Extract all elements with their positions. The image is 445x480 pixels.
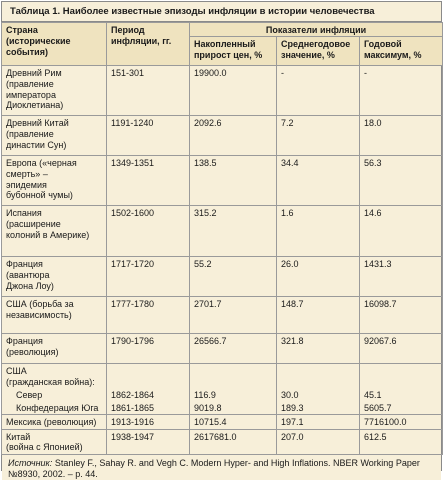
cell-average: 148.7 xyxy=(277,297,360,334)
cell-country: Древний Рим (правление императора Диоклетиана) xyxy=(2,66,107,116)
table-row xyxy=(2,414,443,429)
table-row-usa-north xyxy=(2,388,443,401)
cell-cumulative: 315.2 xyxy=(190,206,277,257)
cell-cumulative: 9019.8 xyxy=(190,401,277,414)
cell-max: 56.3 xyxy=(360,156,443,206)
cell-period: 1913-1916 xyxy=(107,414,190,429)
cell-max: 14.6 xyxy=(360,206,443,257)
table-row-usa-civil-heading xyxy=(2,364,443,389)
header-average: Среднегодовое значение, % xyxy=(277,36,360,65)
table-row xyxy=(2,206,443,257)
table-title: Таблица 1. Наиболее известные эпизоды инфляции в истории человечества xyxy=(2,2,441,22)
cell-country: Мексика (революция) xyxy=(2,414,107,429)
cell-average: 197.1 xyxy=(277,414,360,429)
header-period: Период инфляции, гг. xyxy=(107,23,190,66)
header-row-1 xyxy=(2,23,443,37)
header-cumulative: Накопленный прирост цен, % xyxy=(190,36,277,65)
cell-cumulative: 138.5 xyxy=(190,156,277,206)
table-row xyxy=(2,66,443,116)
cell-average: 7.2 xyxy=(277,116,360,156)
cell-country: Север xyxy=(2,388,107,401)
table-row xyxy=(2,116,443,156)
cell-country: Древний Китай (правление династии Сун) xyxy=(2,116,107,156)
cell-period: 1777-1780 xyxy=(107,297,190,334)
table-row xyxy=(2,257,443,297)
cell-country: Конфедерация Юга xyxy=(2,401,107,414)
cell-average: 189.3 xyxy=(277,401,360,414)
cell-period: 1191-1240 xyxy=(107,116,190,156)
cell-average: 30.0 xyxy=(277,388,360,401)
cell-cumulative: 2092.6 xyxy=(190,116,277,156)
cell-period: 1938-1947 xyxy=(107,429,190,454)
cell-cumulative: 55.2 xyxy=(190,257,277,297)
cell-period: 151-301 xyxy=(107,66,190,116)
cell-period: 1790-1796 xyxy=(107,334,190,364)
cell-average: 207.0 xyxy=(277,429,360,454)
cell-country: Франция (авантюра Джона Лоу) xyxy=(2,257,107,297)
source-label: Источник: xyxy=(8,457,53,468)
cell-cumulative: 10715.4 xyxy=(190,414,277,429)
table-row-usa-south xyxy=(2,401,443,414)
table-row xyxy=(2,429,443,454)
cell-period: 1862-1864 xyxy=(107,388,190,401)
cell-max: 18.0 xyxy=(360,116,443,156)
header-max: Годовой максимум, % xyxy=(360,36,443,65)
cell-cumulative: 19900.0 xyxy=(190,66,277,116)
cell-average: 1.6 xyxy=(277,206,360,257)
cell-period: 1717-1720 xyxy=(107,257,190,297)
cell-period: 1502-1600 xyxy=(107,206,190,257)
cell-cumulative: 26566.7 xyxy=(190,334,277,364)
cell-max: 1431.3 xyxy=(360,257,443,297)
cell-country: Китай (война с Японией) xyxy=(2,429,107,454)
cell-country: США (гражданская война): xyxy=(2,364,107,389)
table-row xyxy=(2,334,443,364)
cell-country: Европа («черная смерть» – эпидемия бубонной чумы) xyxy=(2,156,107,206)
source-text: Stanley F., Sahay R. and Vegh C. Modern Hyper- and High Inflations. NBER Working Paper №8930, 2002. – p. 44. xyxy=(8,457,420,479)
cell-cumulative: 2617681.0 xyxy=(190,429,277,454)
cell-average: 321.8 xyxy=(277,334,360,364)
header-indicators: Показатели инфляции xyxy=(190,23,443,37)
table-row xyxy=(2,297,443,334)
cell-period: 1861-1865 xyxy=(107,401,190,414)
cell-cumulative: 116.9 xyxy=(190,388,277,401)
cell-max: 5605.7 xyxy=(360,401,443,414)
cell-max: - xyxy=(360,66,443,116)
inflation-table-frame xyxy=(1,1,442,479)
source-note xyxy=(2,455,441,480)
cell-average: 26.0 xyxy=(277,257,360,297)
cell-max: 92067.6 xyxy=(360,334,443,364)
cell-max: 16098.7 xyxy=(360,297,443,334)
cell-max: 612.5 xyxy=(360,429,443,454)
table-row xyxy=(2,156,443,206)
cell-cumulative: 2701.7 xyxy=(190,297,277,334)
cell-country: Франция (революция) xyxy=(2,334,107,364)
cell-country: Испания (расширение колоний в Америке) xyxy=(2,206,107,257)
inflation-table xyxy=(1,22,443,455)
cell-country: США (борьба за независимость) xyxy=(2,297,107,334)
cell-average: 34.4 xyxy=(277,156,360,206)
cell-period: 1349-1351 xyxy=(107,156,190,206)
header-country: Страна (исторические события) xyxy=(2,23,107,66)
cell-max: 45.1 xyxy=(360,388,443,401)
cell-max: 7716100.0 xyxy=(360,414,443,429)
cell-average: - xyxy=(277,66,360,116)
